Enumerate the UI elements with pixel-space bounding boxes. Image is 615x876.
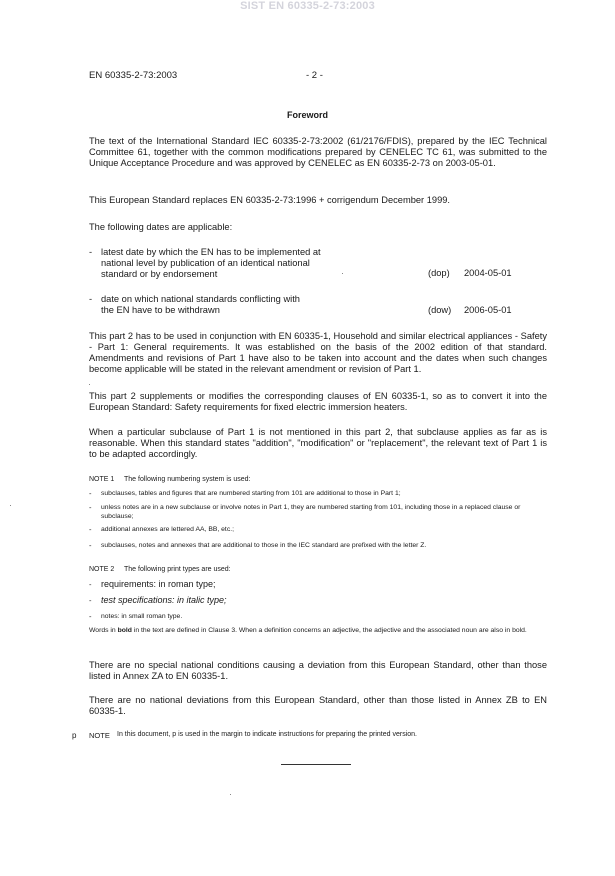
bold-note-suffix: in the text are defined in Clause 3. When a definition concerns an adjective, the adjective and the associated noun are also in bold. <box>131 627 527 634</box>
list-bullet: - <box>89 247 93 257</box>
note1-item: unless notes are in a new subclause or involve notes in Part 1, they are numbered starting from 101, including those in a replaced clause or subclause; <box>101 504 521 520</box>
paragraph-iec-origin: The text of the International Standard IEC 60335-2-73:2002 (61/2176/FDIS), prepared by the IEC Technical Committee 61, together with the common modifications prepared by CENELEC TC 61, was submitted to the Unique Acceptance Procedure and was approved by CENELEC as EN 60335-2-73 on 2003-05-01. <box>89 136 547 168</box>
list-bullet: - <box>89 541 92 550</box>
note1-label: NOTE 1 <box>89 476 115 483</box>
bold-note-prefix: Words in <box>89 627 118 634</box>
page-title: Foreword <box>286 110 328 120</box>
scan-speck <box>342 273 343 274</box>
paragraph-subclause-rules: When a particular subclause of Part 1 is not mentioned in this part 2, that subclause applies as far as is reasonable. When this standard states "addition", "modification" or "replacement", the relevant text of Part 1 is to be adapted accordingly. <box>89 427 547 459</box>
note1-item: subclauses, notes and annexes that are additional to those in the IEC standard are prefixed with the letter Z. <box>101 542 427 549</box>
note2-item-roman: requirements: in roman type; <box>101 579 216 589</box>
date-item-dop-text: latest date by which the EN has to be implemented at national level by publication of an identical national standard or by endorsement <box>101 247 321 279</box>
final-note-text: In this document, p is used in the margin to indicate instructions for preparing the printed version. <box>117 731 417 738</box>
date-item-dow-code: (dow) <box>428 305 452 315</box>
note1-intro: The following numbering system is used: <box>124 476 251 483</box>
note2-item-italic: test specifications: in italic type; <box>101 595 227 605</box>
list-bullet: - <box>89 580 92 589</box>
footer-divider <box>281 764 351 765</box>
paragraph-national-deviations: There are no national deviations from this European Standard, other than those listed in Annex ZB to EN 60335-1. <box>89 695 547 716</box>
margin-marker-p: p <box>72 731 77 740</box>
note1-item: subclauses, tables and figures that are numbered starting from 101 are additional to those in Part 1; <box>101 490 401 497</box>
scan-speck <box>230 794 231 795</box>
date-item-dop-code: (dop) <box>428 268 450 278</box>
paragraph-dates-intro: The following dates are applicable: <box>89 222 233 232</box>
note2-label: NOTE 2 <box>89 566 115 573</box>
list-bullet: - <box>89 596 92 605</box>
list-bullet: - <box>89 489 92 498</box>
date-item-dow-text: date on which national standards conflicting with the EN have to be withdrawn <box>101 294 300 315</box>
list-bullet: - <box>89 612 92 621</box>
bold-note-word: bold <box>117 627 132 634</box>
paragraph-supplements: This part 2 supplements or modifies the corresponding clauses of EN 60335-1, so as to convert it into the European Standard: Safety requirements for fixed electric immersion heaters. <box>89 391 547 412</box>
date-item-dow-date: 2006-05-01 <box>464 305 512 315</box>
scan-speck <box>10 505 11 506</box>
list-bullet: - <box>89 525 92 534</box>
header-doc-id: EN 60335-2-73:2003 <box>89 70 178 81</box>
note2-item-small: notes: in small roman type. <box>101 613 183 620</box>
date-item-dop-date: 2004-05-01 <box>464 268 512 278</box>
note2-intro: The following print types are used: <box>124 566 231 573</box>
paragraph-conjunction: This part 2 has to be used in conjunction with EN 60335-1, Household and similar electrical appliances - Safety - Part 1: General requirements. It was established on the basis of the 2002 edition of that standard. Amendments and revisions of Part 1 have also to be taken into account and the dates when such changes become applicable will be stated in the relevant amendment or revision of Part 1. <box>89 331 547 374</box>
paragraph-replaces: This European Standard replaces EN 60335-2-73:1996 + corrigendum December 1999. <box>89 195 450 205</box>
list-bullet: - <box>89 503 92 512</box>
list-bullet: - <box>89 294 93 304</box>
final-note-label: NOTE <box>89 731 110 740</box>
paragraph-national-conditions: There are no special national conditions causing a deviation from this European Standard, other than those listed in Annex ZA to EN 60335-1. <box>89 660 547 681</box>
bold-definition-note <box>89 626 547 635</box>
header-page-number: - 2 - <box>306 70 323 81</box>
watermark-text: SIST EN 60335-2-73:2003 <box>240 0 375 12</box>
note1-item: additional annexes are lettered AA, BB, etc.; <box>101 526 235 533</box>
scan-speck <box>89 384 90 385</box>
